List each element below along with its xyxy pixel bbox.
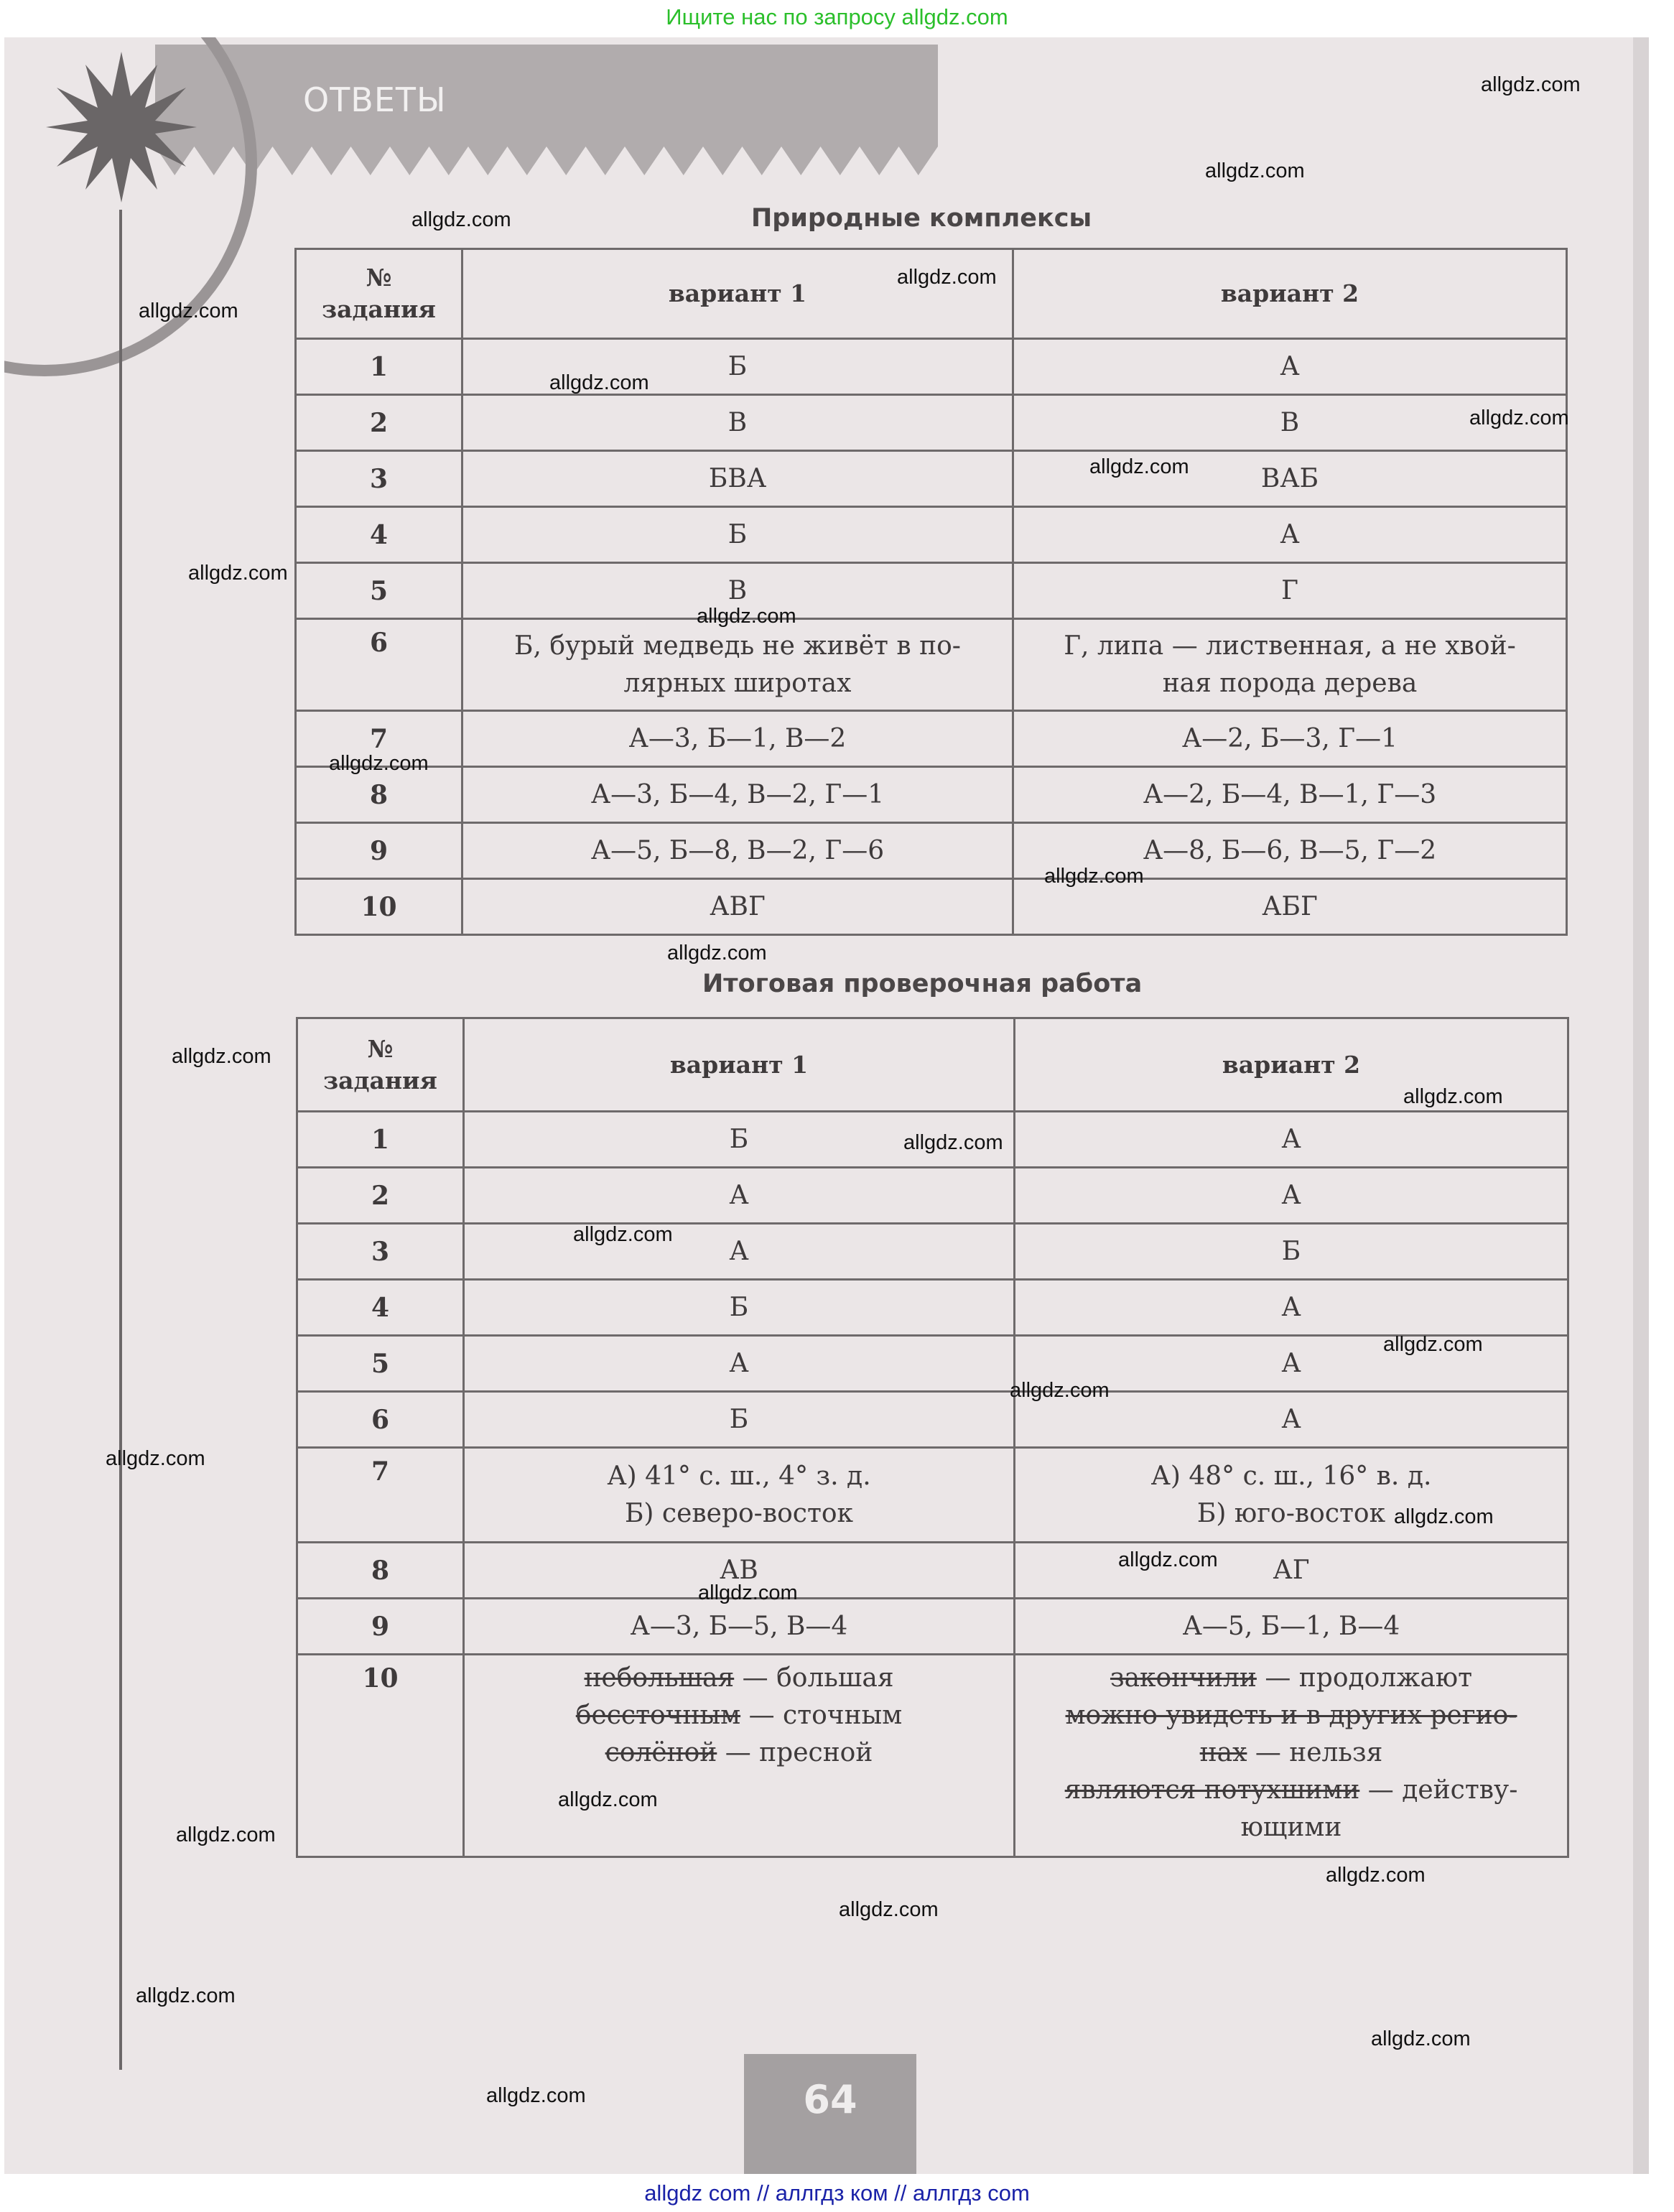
task-number: 2 bbox=[296, 395, 462, 451]
correction-line bbox=[475, 1660, 1003, 1697]
struck-word: являются потухшими bbox=[1064, 1775, 1360, 1805]
task-number: 10 bbox=[297, 1655, 464, 1857]
table-row bbox=[297, 1543, 1568, 1599]
answer-line: А—3, Б—4, В—2, Г—1 bbox=[590, 779, 885, 809]
section-header-title: ОТВЕТЫ bbox=[303, 80, 447, 119]
answer-v2: А bbox=[1015, 1280, 1568, 1336]
watermark: allgdz.com bbox=[1010, 1379, 1110, 1402]
answer-line: А—2, Б—4, В—1, Г—3 bbox=[1143, 779, 1437, 809]
watermark: allgdz.com bbox=[411, 208, 511, 231]
table-row bbox=[297, 1448, 1568, 1543]
task-number: 6 bbox=[297, 1392, 464, 1448]
struck-word: нах bbox=[1199, 1738, 1247, 1767]
corrected-word: — действу- bbox=[1359, 1775, 1518, 1805]
task-number: 10 bbox=[296, 879, 462, 935]
answer-v1: А—3, Б—5, В—4 bbox=[464, 1599, 1015, 1655]
watermark: allgdz.com bbox=[136, 1984, 236, 2007]
watermark: allgdz.com bbox=[1394, 1505, 1494, 1528]
answer-line: В bbox=[727, 575, 748, 605]
struck-word: бессточным bbox=[575, 1701, 741, 1730]
task-number: 5 bbox=[297, 1336, 464, 1392]
task-number: 8 bbox=[296, 767, 462, 823]
corrected-word: — сточным bbox=[740, 1701, 903, 1730]
answer-v2: АГ bbox=[1015, 1543, 1568, 1599]
correction-line bbox=[1026, 1660, 1557, 1697]
answer-v2 bbox=[1013, 507, 1567, 563]
answer-v2: А—5, Б—1, В—4 bbox=[1015, 1599, 1568, 1655]
answer-line: А—8, Б—6, В—5, Г—2 bbox=[1143, 835, 1437, 865]
textbook-page bbox=[4, 37, 1649, 2174]
answer-line: БВА bbox=[708, 463, 767, 493]
answer-v1 bbox=[462, 711, 1013, 767]
watermark: allgdz.com bbox=[1371, 2027, 1471, 2050]
table-row bbox=[296, 619, 1567, 711]
task-number: 7 bbox=[297, 1448, 464, 1543]
struck-word: можно увидеть и в других регио- bbox=[1065, 1701, 1517, 1730]
table-row bbox=[296, 339, 1567, 395]
answer-v2: А bbox=[1015, 1112, 1568, 1168]
watermark: allgdz.com bbox=[1403, 1085, 1503, 1108]
table-row bbox=[297, 1224, 1568, 1280]
watermark: allgdz.com bbox=[903, 1131, 1003, 1154]
watermark: allgdz.com bbox=[176, 1823, 276, 1846]
table-row bbox=[296, 711, 1567, 767]
table-row bbox=[296, 767, 1567, 823]
struck-word: солёной bbox=[605, 1738, 717, 1767]
table2-col-num: № задания bbox=[297, 1018, 464, 1112]
table-row bbox=[297, 1392, 1568, 1448]
watermark: allgdz.com bbox=[897, 266, 997, 289]
page-number: 64 bbox=[803, 2077, 857, 2122]
answer-v2 bbox=[1013, 711, 1567, 767]
answer-v2 bbox=[1013, 563, 1567, 619]
watermark: allgdz.com bbox=[1326, 1864, 1426, 1887]
table-row bbox=[296, 395, 1567, 451]
table-row bbox=[296, 563, 1567, 619]
task-number: 1 bbox=[296, 339, 462, 395]
answer-v1: А bbox=[464, 1168, 1015, 1224]
watermark: allgdz.com bbox=[1469, 406, 1569, 429]
task-number: 1 bbox=[297, 1112, 464, 1168]
answer-line: А bbox=[1280, 351, 1300, 381]
answer-line: Б bbox=[727, 351, 748, 381]
watermark: allgdz.com bbox=[558, 1788, 658, 1811]
answer-line: Б, бурый медведь не живёт в по- bbox=[514, 631, 961, 661]
answer-line: ВАБ bbox=[1260, 463, 1319, 493]
answer-line: А—5, Б—8, В—2, Г—6 bbox=[590, 835, 885, 865]
task-number: 5 bbox=[296, 563, 462, 619]
answer-v1: Б bbox=[464, 1392, 1015, 1448]
answer-line: АВГ bbox=[710, 891, 766, 921]
struck-word: закончили bbox=[1110, 1663, 1257, 1693]
star-icon bbox=[46, 52, 197, 203]
corrected-word: — пресной bbox=[717, 1738, 873, 1767]
table2-title: Итоговая проверочная работа bbox=[702, 970, 1143, 998]
watermark: allgdz.com bbox=[172, 1045, 271, 1068]
table2-col-v1: вариант 1 bbox=[464, 1018, 1015, 1112]
table1-body bbox=[296, 339, 1567, 935]
table1-header-row bbox=[296, 249, 1567, 339]
correction-line bbox=[1026, 1772, 1557, 1809]
answer-v1: АВ bbox=[464, 1543, 1015, 1599]
watermark: allgdz.com bbox=[667, 942, 767, 965]
answer-v1: А bbox=[464, 1224, 1015, 1280]
watermark: allgdz.com bbox=[1383, 1333, 1483, 1356]
task-number: 6 bbox=[296, 619, 462, 711]
table-row bbox=[297, 1599, 1568, 1655]
watermark: allgdz.com bbox=[1118, 1548, 1218, 1571]
corrected-word: — продолжают bbox=[1256, 1663, 1473, 1693]
answer-line: ная порода дерева bbox=[1162, 668, 1418, 698]
answer-v1 bbox=[462, 619, 1013, 711]
answer-v2: А) 48° с. ш., 16° в. д. Б) юго-восток bbox=[1015, 1448, 1568, 1543]
answer-line: Г, липа — лиственная, а не хвой- bbox=[1064, 631, 1516, 661]
watermark: allgdz.com bbox=[1044, 865, 1144, 888]
answer-v2: Б bbox=[1015, 1224, 1568, 1280]
answer-v1: А) 41° с. ш., 4° з. д. Б) северо-восток bbox=[464, 1448, 1015, 1543]
task-number: 3 bbox=[297, 1224, 464, 1280]
answer-v1 bbox=[462, 339, 1013, 395]
corrected-word: — большая bbox=[734, 1663, 894, 1693]
task-number: 7 bbox=[296, 711, 462, 767]
correction-line bbox=[475, 1697, 1003, 1734]
table1-col-v1: вариант 1 bbox=[462, 249, 1013, 339]
table-row bbox=[297, 1336, 1568, 1392]
table-row bbox=[297, 1168, 1568, 1224]
answer-line: А—3, Б—1, В—2 bbox=[628, 723, 847, 753]
answer-v2 bbox=[1013, 767, 1567, 823]
table1-title: Природные комплексы bbox=[751, 204, 1092, 233]
task-number: 4 bbox=[297, 1280, 464, 1336]
correction-line bbox=[475, 1734, 1003, 1772]
answer-v1 bbox=[462, 395, 1013, 451]
task-number: 3 bbox=[296, 451, 462, 507]
answer-line: Г bbox=[1281, 575, 1298, 605]
answer-v2 bbox=[1013, 339, 1567, 395]
answer-v2: А bbox=[1015, 1168, 1568, 1224]
table-row bbox=[296, 879, 1567, 935]
answer-v1: А bbox=[464, 1336, 1015, 1392]
watermark: allgdz.com bbox=[486, 2084, 586, 2107]
header-band bbox=[155, 45, 938, 175]
watermark: allgdz.com bbox=[697, 605, 796, 628]
page-edge-shadow bbox=[1633, 37, 1649, 2174]
watermark: allgdz.com bbox=[549, 371, 649, 394]
answer-v2-corrections bbox=[1015, 1655, 1568, 1857]
watermark: allgdz.com bbox=[1205, 159, 1305, 182]
answer-v1: Б bbox=[464, 1112, 1015, 1168]
correction-line bbox=[1026, 1697, 1557, 1734]
watermark: allgdz.com bbox=[188, 562, 288, 585]
table-row bbox=[297, 1655, 1568, 1857]
table-row bbox=[297, 1280, 1568, 1336]
watermark: allgdz.com bbox=[698, 1581, 798, 1604]
answer-v2: А bbox=[1015, 1336, 1568, 1392]
table2-col-v2: вариант 2 bbox=[1015, 1018, 1568, 1112]
answer-v2: А bbox=[1015, 1392, 1568, 1448]
top-banner[interactable]: Ищите нас по запросу allgdz.com bbox=[0, 0, 1674, 36]
watermark: allgdz.com bbox=[1481, 73, 1581, 96]
struck-word: небольшая bbox=[584, 1663, 735, 1693]
answer-v1 bbox=[462, 879, 1013, 935]
answer-v1 bbox=[462, 507, 1013, 563]
answer-line: Б bbox=[727, 519, 748, 549]
answer-line: А bbox=[1280, 519, 1300, 549]
answer-v1: Б bbox=[464, 1280, 1015, 1336]
table1-natural-complexes bbox=[294, 248, 1568, 936]
answer-line: АБГ bbox=[1262, 891, 1318, 921]
answer-v1 bbox=[462, 823, 1013, 879]
answer-v1 bbox=[462, 767, 1013, 823]
table2-header-row bbox=[297, 1018, 1568, 1112]
table2-body bbox=[297, 1112, 1568, 1448]
answer-line: лярных широтах bbox=[623, 668, 852, 698]
bottom-banner[interactable]: allgdz com // аллгдз ком // аллгдз com bbox=[0, 2176, 1674, 2212]
table-row bbox=[296, 451, 1567, 507]
watermark: allgdz.com bbox=[329, 752, 429, 775]
task-number: 2 bbox=[297, 1168, 464, 1224]
correction-line bbox=[1026, 1809, 1557, 1846]
answer-v2 bbox=[1013, 619, 1567, 711]
corrected-word: — нельзя bbox=[1247, 1738, 1383, 1767]
table1-col-num: № задания bbox=[296, 249, 462, 339]
answer-line: В bbox=[727, 407, 748, 437]
watermark: allgdz.com bbox=[139, 299, 238, 322]
answer-v1-corrections bbox=[464, 1655, 1015, 1857]
correction-line bbox=[1026, 1734, 1557, 1772]
task-number: 9 bbox=[297, 1599, 464, 1655]
answer-v1 bbox=[462, 451, 1013, 507]
table1-col-v2: вариант 2 bbox=[1013, 249, 1567, 339]
task-number: 9 bbox=[296, 823, 462, 879]
watermark: allgdz.com bbox=[106, 1447, 205, 1470]
task-number: 4 bbox=[296, 507, 462, 563]
watermark: allgdz.com bbox=[573, 1223, 673, 1246]
answer-line: А—2, Б—3, Г—1 bbox=[1181, 723, 1398, 753]
table-row bbox=[296, 507, 1567, 563]
watermark: allgdz.com bbox=[1089, 455, 1189, 478]
corrected-word: ющими bbox=[1240, 1813, 1342, 1842]
table-row bbox=[296, 823, 1567, 879]
margin-rule bbox=[119, 210, 122, 2070]
watermark: allgdz.com bbox=[839, 1898, 939, 1921]
task-number: 8 bbox=[297, 1543, 464, 1599]
answer-line: В bbox=[1280, 407, 1300, 437]
